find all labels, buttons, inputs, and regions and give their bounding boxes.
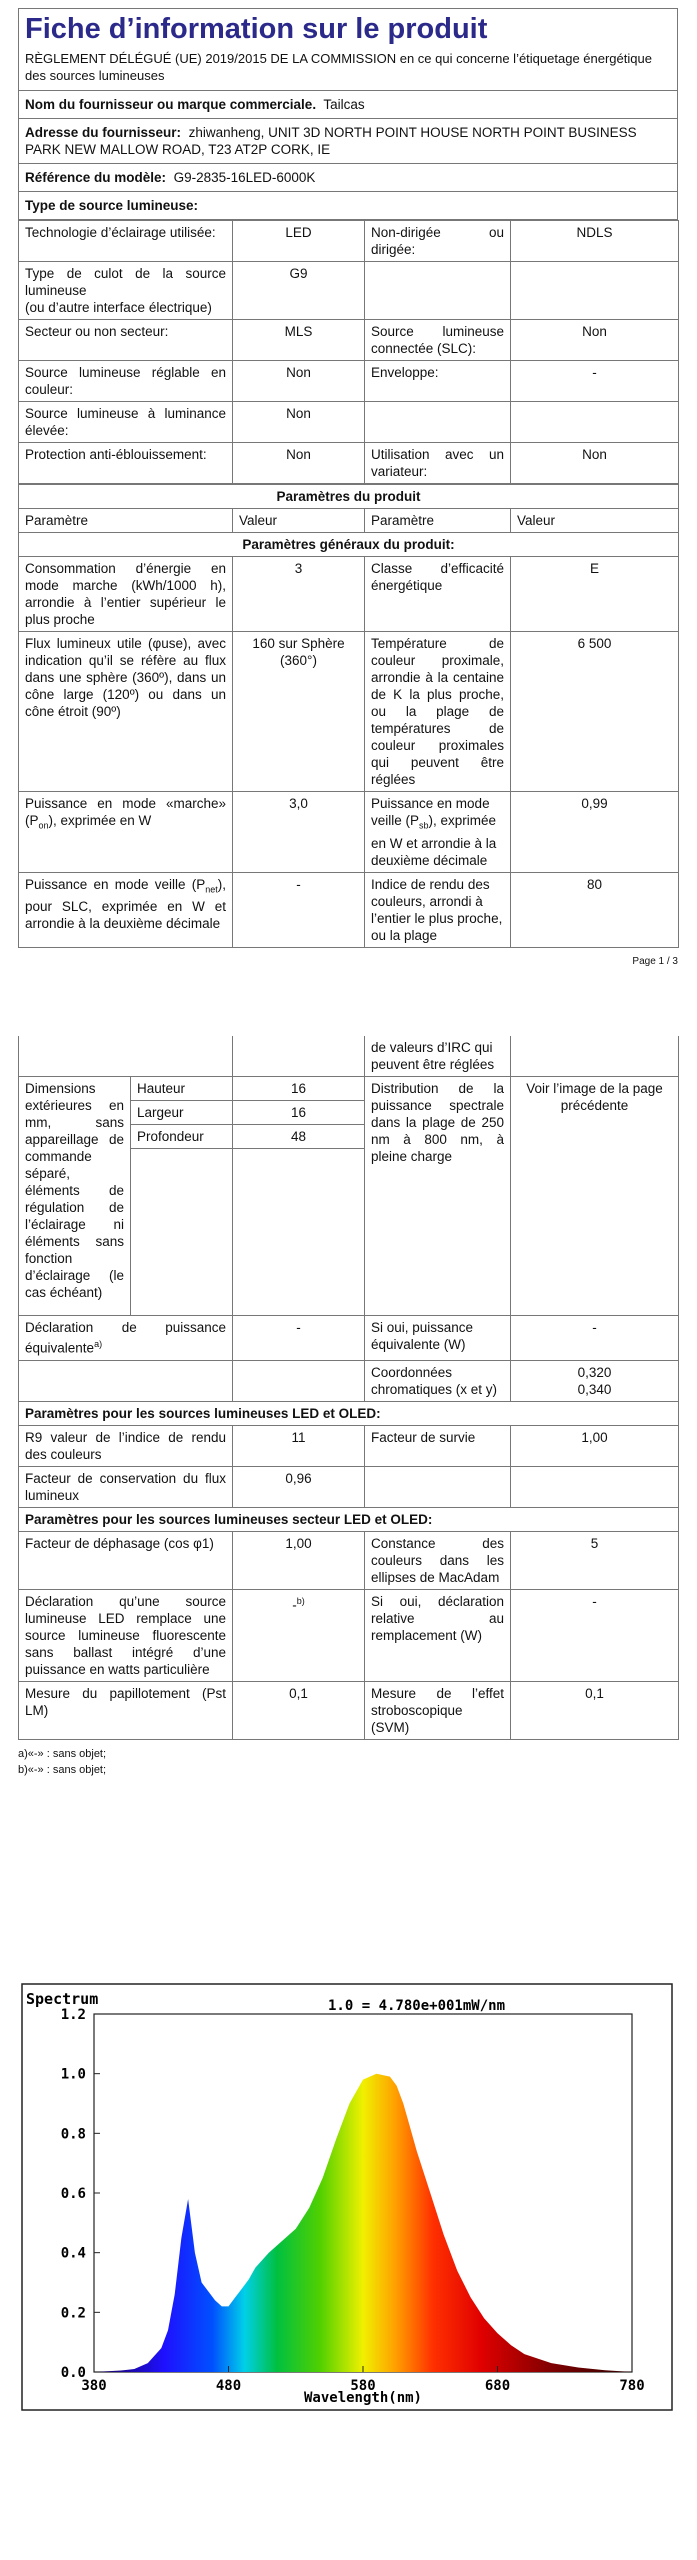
spectral-label: Distribution de la puissance spectrale dans la plage de 250 nm à 800 nm, à pleine charge [365,1077,511,1316]
x-tick-label-4: 780 [619,2378,645,2394]
page-number: Page 1 / 3 [632,955,678,967]
type-cell-2-3: Non [511,320,679,361]
power-on-label: Puissance en mode «marche» $(P_{on})$, exprimée en W [19,792,233,873]
chroma-values: 0,320 0,340 [511,1360,679,1401]
y-tick-label-2: 0.4 [60,2245,86,2262]
x-tick-label-0: 380 [81,2378,107,2394]
type-cell-4-3 [511,402,679,443]
general-cell-0-2: Classe d’efficacité énergétique [365,557,511,632]
type-header: Type de source lumineuse: [18,192,678,220]
type-cell-0-1: LED [233,221,365,262]
general-cell-1-1: 160 sur Sphère (360°) [233,632,365,792]
dim-height-label: Hauteur [131,1077,233,1101]
power-net-value: - [233,872,365,947]
type-table [18,220,679,484]
led-cell-1-0: Facteur de conservation du flux lumineux [19,1466,233,1507]
led-cell-1-3 [511,1466,679,1507]
led-cell-1-2 [365,1466,511,1507]
replace-label-2: Si oui, déclaration relative au remplacement (W) [365,1589,511,1681]
type-cell-1-3 [511,262,679,320]
chroma-label: Coordonnées chromatiques (x et y) [365,1360,511,1401]
supplier-value: Tailcas [323,97,365,112]
general-cell-1-0: Flux lumineux utile (φuse), avec indication qu’il se réfère au flux dans une sphère (360º), dans un cône large (120º) ou dans un cône étroit (90º) [19,632,233,792]
product-sheet-page-2 [18,1036,678,1778]
type-cell-2-2: Source lumineuse connectée (SLC): [365,320,511,361]
address-label: Adresse du fournisseur: [25,125,182,140]
params-table [18,484,679,948]
x-tick-label-2: 580 [350,2378,376,2394]
col-header-param-2: Paramètre [365,509,511,533]
led-cell-0-0: R9 valeur de l’indice de rendu des couleurs [19,1425,233,1466]
replace-label: Déclaration qu’une source lumineuse LED remplace une source lumineuse fluorescente sans ballast intégré d’une puissance en watts particulière [19,1589,233,1681]
type-cell-5-2: Utilisation avec un variateur: [365,443,511,484]
col-header-value-1: Valeur [233,509,365,533]
footnote-b: b)«-» : sans objet; [18,1763,107,1776]
type-cell-2-0: Secteur ou non secteur: [19,320,233,361]
general-cell-0-1: 3 [233,557,365,632]
type-cell-3-3: - [511,361,679,402]
type-cell-1-0: Type de culot de la source lumineuse (ou d’autre interface électrique) [19,262,233,320]
general-cell-1-2: Température de couleur proximale, arrondie à la centaine de K la plus proche, ou la plage de températures de couleur proximales qui peuvent être réglées [365,632,511,792]
general-cell-0-3: E [511,557,679,632]
flicker-cell-0-0: Mesure du papillotement (Pst LM) [19,1681,233,1739]
supplier-label: Nom du fournisseur ou marque commerciale. [25,97,317,112]
x-tick-label-1: 480 [215,2378,242,2394]
dim-depth-value: 48 [233,1125,365,1149]
general-header: Paramètres généraux du produit: [19,533,679,557]
col-header-param-1: Paramètre [19,509,233,533]
type-cell-4-1: Non [233,402,365,443]
power-net-label: Puissance en mode veille $(P_{net})$, pour SLC, exprimée en W et arrondie à la deuxième décimale [19,872,233,947]
mains-cell-0-1: 1,00 [233,1531,365,1589]
equiv-label: Déclaration de puissance équivalente$^{a)}$ [19,1316,233,1361]
y-tick-label-1: 0.2 [60,2305,86,2322]
type-cell-4-2 [365,402,511,443]
model-label: Référence du modèle: [25,170,167,185]
params-table-continued [18,1036,679,1740]
chart-annotation: 1.0 = 4.780e+001mW/nm [328,1998,506,2014]
y-tick-label-6: 1.2 [60,2007,86,2023]
led-cell-0-3: 1,00 [511,1425,679,1466]
general-cell-1-3: 6 500 [511,632,679,792]
page-title: Fiche d’information sur le produit [18,8,678,48]
type-cell-3-1: Non [233,361,365,402]
type-cell-1-2 [365,262,511,320]
led-cell-0-2: Facteur de survie [365,1425,511,1466]
mains-cell-0-3: 5 [511,1531,679,1589]
dims-label: Dimensions extérieures en mm, sans appareillage de commande séparé, éléments de régulation de l’éclairage ni éléments sans fonction d’éclairage (le cas échéant) [19,1077,131,1316]
type-cell-5-3: Non [511,443,679,484]
type-cell-1-1: G9 [233,262,365,320]
product-sheet-page-1 [18,8,678,967]
replace-value-2: - [511,1589,679,1681]
led-cell-1-1: 0,96 [233,1466,365,1507]
dim-width-label: Largeur [131,1101,233,1125]
led-cell-0-1: 11 [233,1425,365,1466]
led-header: Paramètres pour les sources lumineuses LED et OLED: [19,1401,679,1425]
type-cell-0-3: NDLS [511,221,679,262]
address-value: zhiwanheng, UNIT 3D NORTH POINT HOUSE NORTH POINT BUSINESS PARK NEW MALLOW ROAD, T23 AT2P CORK, IE [25,125,637,157]
mains-cell-0-0: Facteur de déphasage (cos φ1) [19,1531,233,1589]
type-cell-0-0: Technologie d’éclairage utilisée: [19,221,233,262]
general-cell-0-0: Consommation d’énergie en mode marche (kWh/1000 h), arrondie à l’entier supérieur le plus proche [19,557,233,632]
replace-value: -$^{b)}$ [233,1589,365,1681]
type-cell-5-1: Non [233,443,365,484]
type-cell-2-1: MLS [233,320,365,361]
y-tick-label-0: 0.0 [60,2365,86,2381]
y-tick-label-4: 0.8 [60,2126,86,2143]
type-cell-3-2: Enveloppe: [365,361,511,402]
footnote-a: a)«-» : sans objet; [18,1747,107,1760]
regulation-text: RÈGLEMENT DÉLÉGUÉ (UE) 2019/2015 DE LA COMMISSION en ce qui concerne l’étiquetage énergétique des sources lumineuses [18,48,678,91]
dim-depth-label: Profondeur [131,1125,233,1149]
type-cell-4-0: Source lumineuse à luminance élevée: [19,402,233,443]
model-value: G9-2835-16LED-6000K [173,170,316,185]
flicker-cell-0-2: Mesure de l’effet stroboscopique (SVM) [365,1681,511,1739]
spectral-value: Voir l’image de la page précédente [511,1077,679,1316]
power-sb-label: Puissance en mode veille $(P_{sb})$, exprimée en W et arrondie à la deuxième décimale [365,792,511,873]
dim-height-value: 16 [233,1077,365,1101]
params-header: Paramètres du produit [19,485,679,509]
equiv-value: - [233,1316,365,1361]
x-tick-label-3: 680 [484,2378,511,2394]
cri-value: 80 [511,872,679,947]
dim-width-value: 16 [233,1101,365,1125]
cri-label-part-1: Indice de rendu des couleurs, arrondi à l’entier le plus proche, ou la plage [365,872,511,947]
type-cell-3-0: Source lumineuse réglable en couleur: [19,361,233,402]
y-tick-label-5: 1.0 [60,2066,86,2083]
footnotes [18,1746,678,1778]
equiv-label-2: Si oui, puissance équivalente (W) [365,1316,511,1361]
power-sb-value: 0,99 [511,792,679,873]
y-tick-label-3: 0.6 [60,2186,86,2202]
equiv-value-2: - [511,1316,679,1361]
cri-label-part-2: de valeurs d’IRC qui peuvent être réglées [365,1036,511,1077]
type-cell-5-0: Protection anti-éblouissement: [19,443,233,484]
type-cell-0-2: Non-dirigée ou dirigée: [365,221,511,262]
spectrum-chart [18,1980,678,2420]
supplier-row [18,91,678,119]
model-row [18,164,678,192]
chart-title: Spectrum [26,1990,99,2008]
flicker-cell-0-1: 0,1 [233,1681,365,1739]
flicker-cell-0-3: 0,1 [511,1681,679,1739]
x-axis-label: Wavelength(nm) [303,2390,423,2406]
col-header-value-2: Valeur [511,509,679,533]
mains-header: Paramètres pour les sources lumineuses secteur LED et OLED: [19,1507,679,1531]
mains-cell-0-2: Constance des couleurs dans les ellipses de MacAdam [365,1531,511,1589]
address-row [18,119,678,164]
power-on-value: 3,0 [233,792,365,873]
